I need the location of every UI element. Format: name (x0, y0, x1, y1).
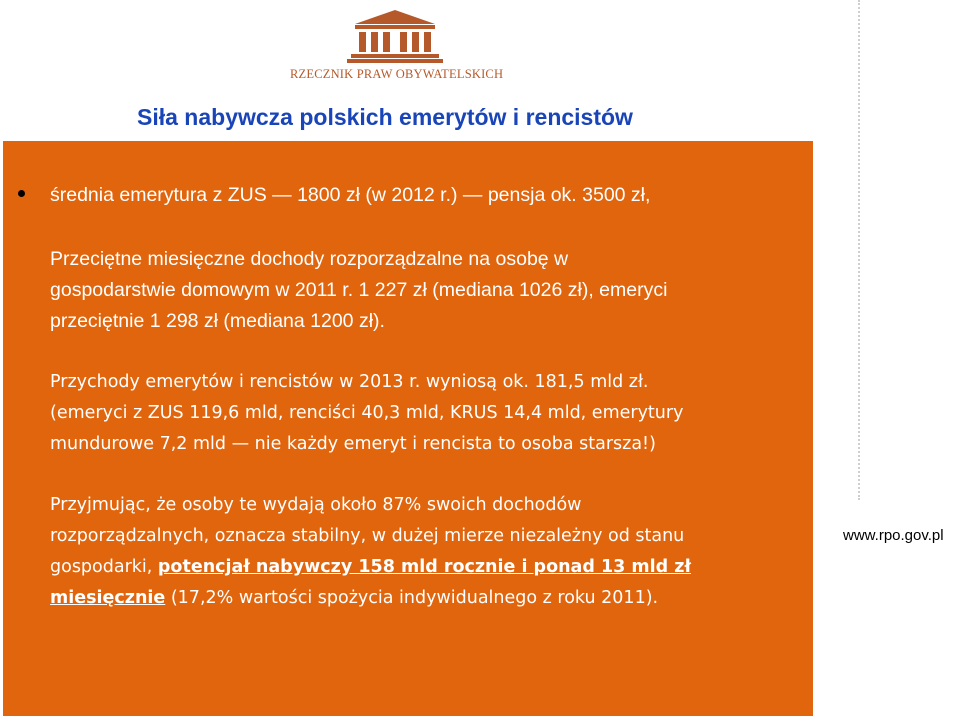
logo-text: RZECZNIK PRAW OBYWATELSKICH (290, 67, 504, 81)
text-line: Przyjmując, że osoby te wydają około 87% swoich dochodów (50, 495, 582, 515)
text-line (50, 552, 691, 583)
paragraph-household-income (50, 244, 667, 337)
bullet-dot (18, 190, 25, 197)
text-plain: (17,2% wartości spożycia indywidualnego z roku 2011). (165, 588, 659, 608)
rpo-logo (290, 8, 504, 90)
purchasing-power-highlight: potencjał nabywczy 158 mld rocznie i ponad 13 mld zł (157, 557, 691, 577)
bullet-pension-wage (50, 180, 650, 211)
text-line: gospodarstwie domowym w 2011 r. 1 227 zł (mediana 1026 zł), emeryci (50, 279, 668, 301)
text-line: Przeciętne miesięczne dochody rozporządzalne na osobę w (50, 248, 569, 270)
text-plain: gospodarki, (50, 557, 158, 577)
text-line (50, 583, 691, 614)
columned-building-icon (343, 8, 447, 64)
text-line: mundurowe 7,2 mld — nie każdy emeryt i rencista to osoba starsza!) (50, 434, 656, 454)
text-line: (emeryci z ZUS 119,6 mld, renciści 40,3 mld, KRUS 14,4 mld, emerytury (50, 403, 684, 423)
dotted-divider-line (858, 0, 860, 500)
website-url[interactable]: www.rpo.gov.pl (843, 527, 944, 544)
monthly-highlight: miesięcznie (50, 588, 166, 608)
text-line: Przychody emerytów i rencistów w 2013 r. wyniosą ok. 181,5 mld zł. (50, 372, 649, 392)
text-line: rozporządzalnych, oznacza stabilny, w dużej mierze niezależny od stanu (50, 526, 685, 546)
paragraph-purchasing-power (50, 490, 691, 614)
slide-title: Siła nabywcza polskich emerytów i rencistów (137, 104, 633, 130)
text-line: przeciętnie 1 298 zł (mediana 1200 zł). (50, 310, 385, 332)
bullet-pension-text: średnia emerytura z ZUS — 1800 zł (w 2012 r.) — pensja ok. 3500 zł, (50, 184, 651, 206)
paragraph-pensioner-revenue (50, 367, 683, 460)
